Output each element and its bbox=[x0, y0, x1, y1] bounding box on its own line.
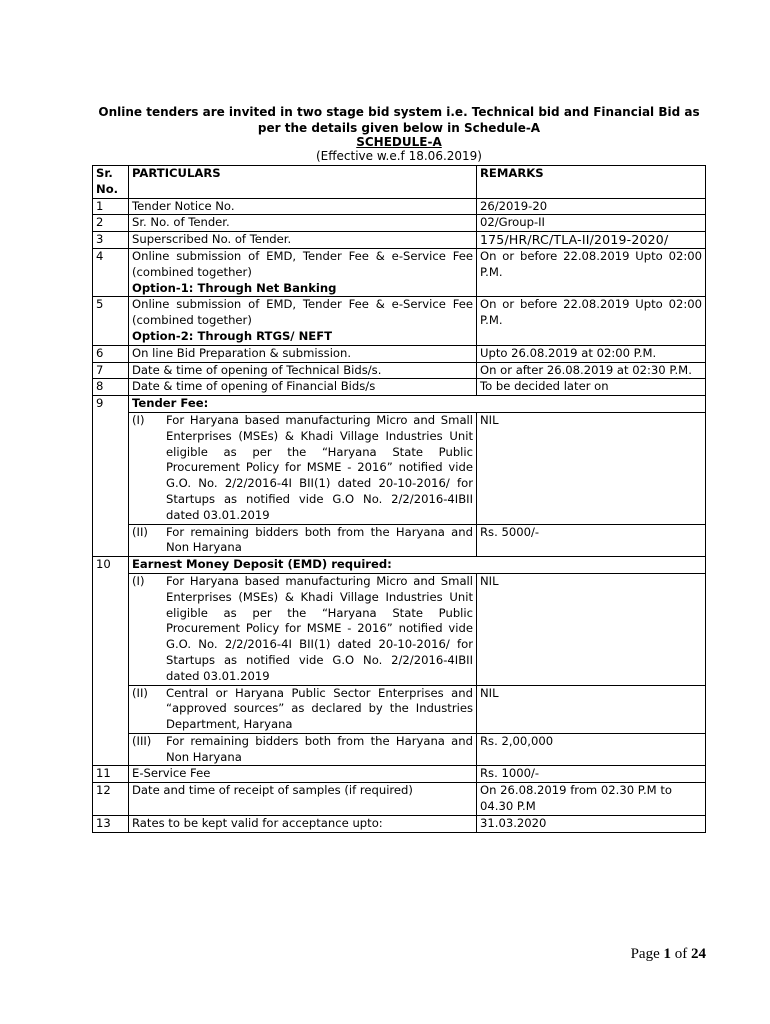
row-remarks: 175/HR/RC/TLA-II/2019-2020/ bbox=[477, 232, 706, 249]
row-sr: 8 bbox=[93, 379, 129, 396]
row-particulars-text: Online submission of EMD, Tender Fee & e-Service Fee (combined together) bbox=[132, 297, 473, 328]
row-particulars: Date and time of receipt of samples (if required) bbox=[129, 783, 477, 816]
col-header-particulars: PARTICULARS bbox=[129, 166, 477, 199]
page-label: Page bbox=[630, 946, 660, 962]
row-particulars-text: Online submission of EMD, Tender Fee & e-Service Fee (combined together) bbox=[132, 248, 473, 279]
row-section-title: Earnest Money Deposit (EMD) required: bbox=[129, 557, 706, 574]
row-particulars: Tender Notice No. bbox=[129, 198, 477, 215]
row-remarks: Upto 26.08.2019 at 02:00 P.M. bbox=[477, 345, 706, 362]
subrow-remarks: NIL bbox=[477, 573, 706, 685]
row-particulars: Rates to be kept valid for acceptance upto: bbox=[129, 815, 477, 832]
row-sr: 1 bbox=[93, 198, 129, 215]
row-sr: 4 bbox=[93, 248, 129, 296]
table-row bbox=[93, 248, 706, 296]
row-particulars: On line Bid Preparation & submission. bbox=[129, 345, 477, 362]
subrow-remarks: NIL bbox=[477, 412, 706, 524]
page-footer bbox=[631, 946, 706, 963]
row-sr: 7 bbox=[93, 362, 129, 379]
subrow-number: (III) bbox=[132, 733, 152, 748]
row-sr: 5 bbox=[93, 297, 129, 345]
table-row bbox=[93, 345, 706, 362]
heading-line-2: per the details given below in Schedule-A bbox=[257, 121, 541, 135]
row-particulars: E-Service Fee bbox=[129, 766, 477, 783]
row-sr: 10 bbox=[93, 557, 129, 766]
row-sr: 3 bbox=[93, 232, 129, 249]
table-row bbox=[93, 379, 706, 396]
subrow-text: For Haryana based manufacturing Micro and Small Enterprises (MSEs) & Khadi Village Industries Unit eligible as per the “Haryana State Public Procurement Policy for MSME - 2016” notified vide G.O. No. 2/2/2016-4I BII(1) dated 20-10-2016/ for Startups as notified vide G.O No. 2/2/2016-4IBII dated 03.01.2019 bbox=[166, 412, 473, 522]
row-option: Option-2: Through RTGS/ NEFT bbox=[132, 328, 333, 343]
effective-date: (Effective w.e.f 18.06.2019) bbox=[315, 149, 482, 163]
row-sr: 13 bbox=[93, 815, 129, 832]
table-subrow bbox=[93, 524, 706, 557]
row-particulars bbox=[129, 248, 477, 296]
page-heading bbox=[92, 104, 706, 136]
subrow-number: (I) bbox=[132, 412, 145, 427]
row-particulars: Date & time of opening of Technical Bids/s. bbox=[129, 362, 477, 379]
row-particulars bbox=[129, 297, 477, 345]
table-row bbox=[93, 232, 706, 249]
table-subrow bbox=[93, 685, 706, 733]
subrow-text: For remaining bidders both from the Haryana and Non Haryana bbox=[166, 524, 473, 555]
row-sr: 12 bbox=[93, 783, 129, 816]
row-particulars: Superscribed No. of Tender. bbox=[129, 232, 477, 249]
col-header-remarks: REMARKS bbox=[477, 166, 706, 199]
table-row bbox=[93, 297, 706, 345]
subrow-text: For remaining bidders both from the Haryana and Non Haryana bbox=[166, 733, 473, 764]
row-sr: 2 bbox=[93, 215, 129, 232]
row-remarks: On or before 22.08.2019 Upto 02:00 P.M. bbox=[477, 297, 706, 345]
row-remarks: On or before 22.08.2019 Upto 02:00 P.M. bbox=[477, 248, 706, 296]
subrow-number: (I) bbox=[132, 573, 145, 588]
schedule-table bbox=[92, 165, 706, 833]
row-remarks: To be decided later on bbox=[477, 379, 706, 396]
row-remarks: On 26.08.2019 from 02.30 P.M to 04.30 P.M bbox=[477, 783, 706, 816]
heading-line-1: Online tenders are invited in two stage bid system i.e. Technical bid and Financial Bid as bbox=[98, 105, 700, 119]
row-particulars: Date & time of opening of Financial Bids/s bbox=[129, 379, 477, 396]
subrow-particulars bbox=[129, 573, 477, 685]
row-remarks: 31.03.2020 bbox=[477, 815, 706, 832]
row-remarks: 02/Group-II bbox=[477, 215, 706, 232]
row-section-title: Tender Fee: bbox=[129, 396, 706, 413]
table-row bbox=[93, 557, 706, 574]
table-row bbox=[93, 783, 706, 816]
subrow-particulars bbox=[129, 685, 477, 733]
table-subrow bbox=[93, 733, 706, 766]
row-sr: 9 bbox=[93, 396, 129, 557]
of-label: of bbox=[674, 946, 688, 962]
subrow-particulars bbox=[129, 412, 477, 524]
col-header-sr: Sr. No. bbox=[93, 166, 129, 199]
table-row bbox=[93, 362, 706, 379]
subrow-particulars bbox=[129, 524, 477, 557]
subrow-remarks: Rs. 2,00,000 bbox=[477, 733, 706, 766]
table-header-row bbox=[93, 166, 706, 199]
total-pages: 24 bbox=[691, 946, 706, 962]
subrow-remarks: Rs. 5000/- bbox=[477, 524, 706, 557]
table-subrow bbox=[93, 412, 706, 524]
row-remarks: On or after 26.08.2019 at 02:30 P.M. bbox=[477, 362, 706, 379]
subrow-remarks: NIL bbox=[477, 685, 706, 733]
table-row bbox=[93, 766, 706, 783]
row-sr: 6 bbox=[93, 345, 129, 362]
row-remarks: Rs. 1000/- bbox=[477, 766, 706, 783]
row-particulars: Sr. No. of Tender. bbox=[129, 215, 477, 232]
table-row bbox=[93, 198, 706, 215]
schedule-title: SCHEDULE-A bbox=[356, 135, 442, 149]
subrow-number: (II) bbox=[132, 685, 148, 700]
row-remarks: 26/2019-20 bbox=[477, 198, 706, 215]
table-subrow bbox=[93, 573, 706, 685]
subrow-number: (II) bbox=[132, 524, 148, 539]
table-row bbox=[93, 215, 706, 232]
table-row bbox=[93, 815, 706, 832]
subrow-text: For Haryana based manufacturing Micro and Small Enterprises (MSEs) & Khadi Village Industries Unit eligible as per the “Haryana State Public Procurement Policy for MSME - 2016” notified vide G.O. No. 2/2/2016-4I BII(1) dated 20-10-2016/ for Startups as notified vide G.O No. 2/2/2016-4IBII dated 03.01.2019 bbox=[166, 573, 473, 683]
subrow-particulars bbox=[129, 733, 477, 766]
subrow-text: Central or Haryana Public Sector Enterprises and “approved sources” as declared by the Industries Department, Haryana bbox=[166, 685, 473, 732]
row-option: Option-1: Through Net Banking bbox=[132, 280, 337, 295]
row-sr: 11 bbox=[93, 766, 129, 783]
page-number: 1 bbox=[663, 946, 671, 962]
table-row bbox=[93, 396, 706, 413]
